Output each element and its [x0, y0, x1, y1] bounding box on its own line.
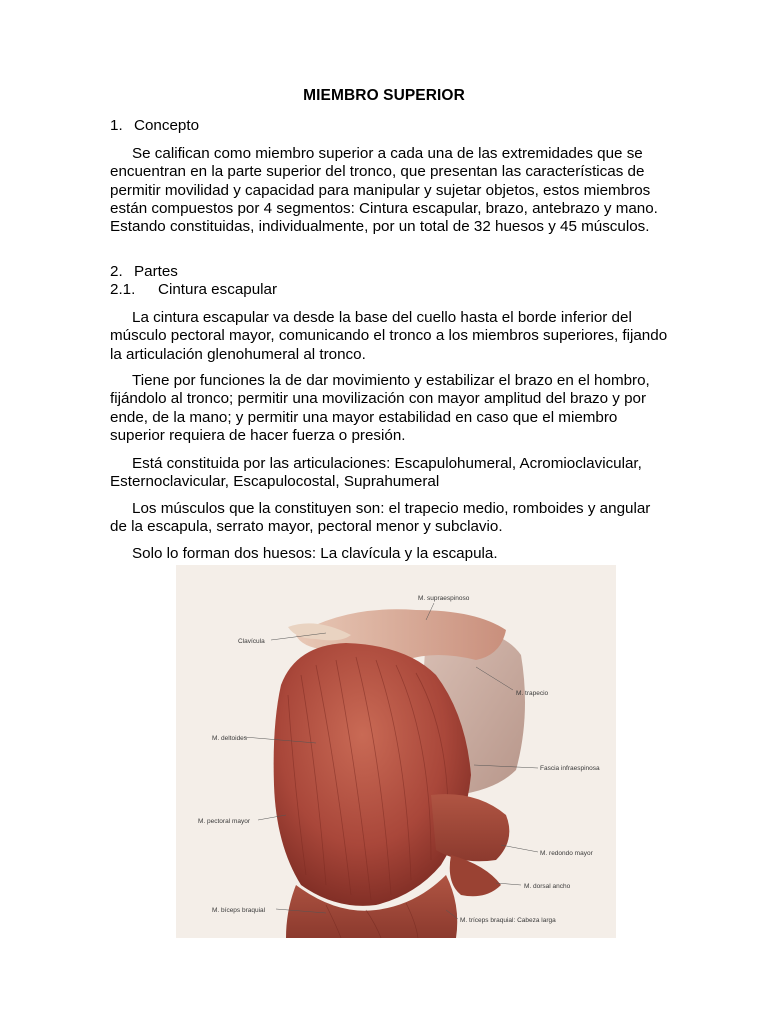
label-deltoides: M. deltoides — [212, 735, 248, 742]
section-1-title: Concepto — [134, 117, 200, 134]
label-redondo: M. redondo mayor — [540, 850, 593, 857]
concepto-paragraph: Se califican como miembro superior a cada una de las extremidades que se encuentran en la parte superior del tronco, que presentan las características de permitir movilidad y capacidad para manipular y sujetar objetos, estos miembros están compuestos por 4 segmentos: Cintura escapular, brazo, antebrazo y mano. Estando constituidas, individualmente, por un total de 32 huesos y 45 músculos. — [110, 145, 658, 236]
label-clavicula: Clavícula — [238, 638, 265, 645]
section-2-heading — [110, 263, 670, 281]
label-supraespinoso: M. supraespinoso — [418, 595, 470, 602]
shoulder-anatomy-svg — [176, 565, 616, 938]
section-1-heading — [110, 117, 670, 135]
subsection-2-1-heading — [110, 281, 670, 299]
label-fascia: Fascia infraespinosa — [540, 765, 600, 772]
page-title: MIEMBRO SUPERIOR — [303, 87, 465, 104]
subsection-2-1-title: Cintura escapular — [158, 281, 278, 298]
cintura-paragraph-4: Los músculos que la constituyen son: el trapecio medio, romboides y angular de la escapula, serrato mayor, pectoral menor y subclavio. — [110, 500, 651, 536]
label-biceps: M. bíceps braquial — [212, 907, 266, 914]
cintura-paragraph-1: La cintura escapular va desde la base del cuello hasta el borde inferior del músculo pectoral mayor, comunicando el tronco a los miembros superiores, fijando la articulación glenohumeral al tronco. — [110, 309, 668, 363]
label-pectoral: M. pectoral mayor — [198, 818, 251, 825]
shoulder-anatomy-illustration — [176, 565, 616, 938]
section-1-number: 1. — [110, 117, 123, 134]
subsection-2-1-number: 2.1. — [110, 281, 136, 298]
cintura-paragraph-3: Está constituida por las articulaciones: Escapulohumeral, Acromioclavicular, Esternoclavicular, Escapulocostal, Suprahumeral — [110, 455, 642, 491]
cintura-paragraph-2: Tiene por funciones la de dar movimiento y estabilizar el brazo en el hombro, fijándolo al tronco; permitir una movilización con mayor amplitud del brazo y por ende, de la mano; y permitir una mayor estabilidad en caso que el miembro superior requiera de hacer fuerza o presión. — [110, 372, 650, 444]
label-trapecio: M. trapecio — [516, 690, 549, 697]
section-2-title: Partes — [134, 263, 178, 280]
label-dorsal: M. dorsal ancho — [524, 883, 571, 890]
section-2-number: 2. — [110, 263, 123, 280]
cintura-paragraph-5: Solo lo forman dos huesos: La clavícula y la escapula. — [132, 545, 498, 562]
label-triceps: M. tríceps braquial: Cabeza larga — [460, 917, 556, 924]
